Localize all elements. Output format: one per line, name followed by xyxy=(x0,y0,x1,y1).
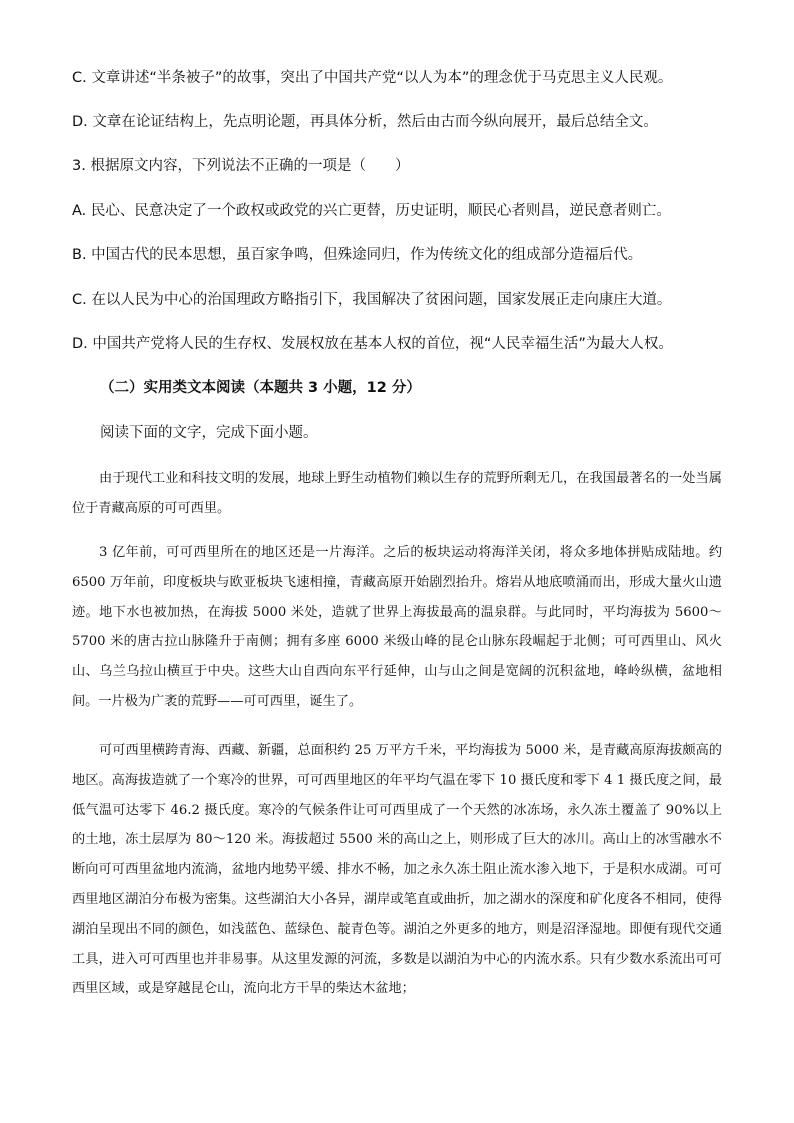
article-paragraph-1: 由于现代工业和科技文明的发展，地球上野生动植物们赖以生存的荒野所剩无几，在我国最著名的一处当属位于青藏高原的可可西里。 xyxy=(72,471,722,516)
option-2c: C. 文章讲述“半条被子”的故事，突出了中国共产党“以人为本”的理念优于马克思主义人民观。 xyxy=(72,70,673,86)
option-3d: D. 中国共产党将人民的生存权、发展权放在基本人权的首位，视“人民幸福生活”为最大人权。 xyxy=(72,336,673,352)
instruction-text: 阅读下面的文字，完成下面小题。 xyxy=(100,425,318,441)
article-paragraph-3: 可可西里横跨青海、西藏、新疆，总面积约 25 万平方千米，平均海拔为 5000 米，是青藏高原海拔颇高的地区。高海拔造就了一个寒冷的世界，可可西里地区的年平均气温在零下 10 摄氏度和零下 4 1 摄氏度之间，最低气温可达零下 46.2 摄氏度。寒冷的气候条件让可可西里成了一个天然的冰冻场，永久冻土覆盖了 90%以上的土地，冻土层厚为 80～120 米。海拔超过 5500 米的高山之上，则形成了巨大的冰川。高山上的冰雪融水不断向可可西里盆地内流淌，盆地内地势平缓、排水不畅，加之永久冻土阻止流水渗入地下，于是积水成湖。可可西里地区湖泊分布极为密集。这些湖泊大小各异，湖岸或笔直或曲折，加之湖水的深度和矿化度各不相同，使得湖泊呈现出不同的颜色，如浅蓝色、蓝绿色、靛青色等。湖泊之外更多的地方，则是沼泽湿地。即便有现代交通工具，进入可可西里也并非易事。从这里发源的河流，多数是以湖泊为中心的内流水系。只有少数水系流出可可西里区域，或是穿越昆仑山，流向北方干旱的柴达木盆地； xyxy=(72,743,722,997)
option-2d: D. 文章在论证结构上，先点明论题，再具体分析，然后由古而今纵向展开，最后总结全文。 xyxy=(72,114,658,130)
article-paragraph-2: 3 亿年前，可可西里所在的地区还是一片海洋。之后的板块运动将海洋关闭，将众多地体拼贴成陆地。约 6500 万年前，印度板块与欧亚板块飞速相撞，青藏高原开始剧烈抬升。熔岩从地底喷涌而出，形成大量火山遗迹。地下水也被加热，在海拔 5000 米处，造就了世界上海拔最高的温泉群。与此同时，平均海拔为 5600～5700 米的唐古拉山脉隆升于南侧；拥有多座 6000 米级山峰的昆仑山脉东段崛起于北侧；可可西里山、风火山、乌兰乌拉山横亘于中央。这些大山自西向东平行延伸，山与山之间是宽阔的沉积盆地，峰岭纵横，盆地相间。一片极为广袤的荒野——可可西里，诞生了。 xyxy=(72,545,722,709)
option-3a: A. 民心、民意决定了一个政权或政党的兴亡更替，历史证明，顺民心者则昌，逆民意者则亡。 xyxy=(72,203,671,219)
section-heading: （二）实用类文本阅读（本题共 3 小题，12 分） xyxy=(100,380,421,396)
option-3c: C. 在以人民为中心的治国理政方略指引下，我国解决了贫困问题，国家发展正走向康庄大道。 xyxy=(72,292,672,308)
option-3b: B. 中国古代的民本思想，虽百家争鸣，但殊途同归，作为传统文化的组成部分造福后代。 xyxy=(72,247,643,263)
question-3-stem: 3. 根据原文内容，下列说法不正确的一项是（ ） xyxy=(72,158,410,174)
